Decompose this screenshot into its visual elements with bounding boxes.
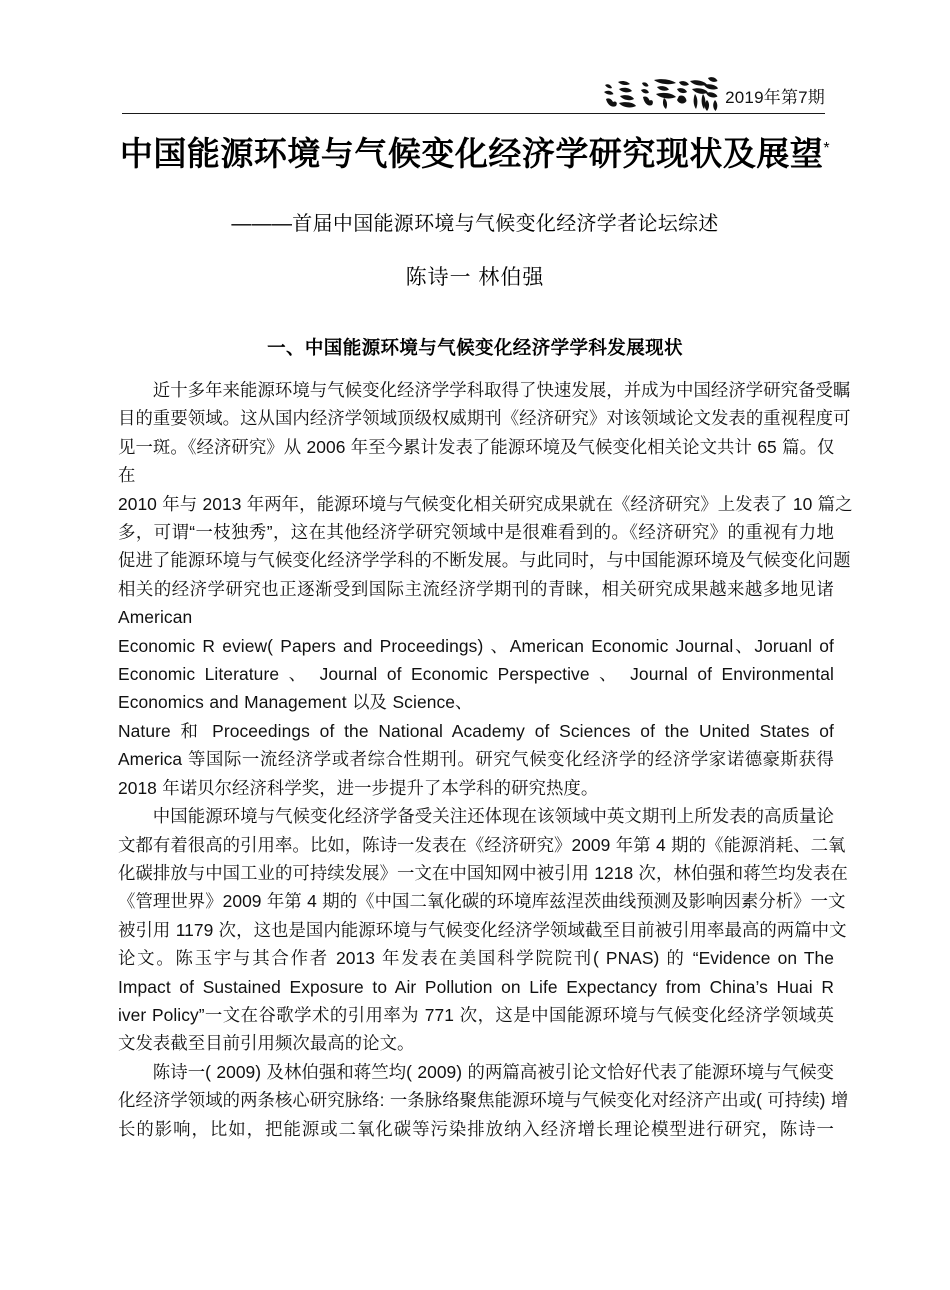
text-line: 《管理世界》2009 年第 4 期的《中国二氧化碳的环境库兹涅茨曲线预测及影响因素分析》一文	[118, 891, 846, 912]
paragraph-1	[118, 376, 853, 802]
text-line: 中国能源环境与气候变化经济学备受关注还体现在该领域中英文期刊上所发表的高质量论	[152, 806, 834, 827]
page-subtitle: ———首届中国能源环境与气候变化经济学者论坛综述	[231, 213, 719, 235]
text-line: 化经济学领域的两条核心研究脉络: 一条脉络聚焦能源环境与气候变化对经济产出或( 可持续) 增	[118, 1090, 849, 1111]
text-line: America 等国际一流经济学或者综合性期刊。研究气候变化经济学的经济学家诺德豪斯获得	[118, 749, 834, 770]
text-line: 目的重要领域。这从国内经济学领域顶级权威期刊《经济研究》对该领域论文发表的重视程度可	[118, 408, 851, 429]
text-line: 多，可谓“一枝独秀”，这在其他经济学研究领域中是很难看到的。《经济研究》的重视有力地	[118, 522, 834, 543]
text-line: 2018 年诺贝尔经济科学奖，进一步提升了本学科的研究热度。	[118, 777, 599, 798]
body-content	[118, 376, 853, 1143]
text-line: American	[118, 607, 193, 628]
author-list: 陈诗一 林伯强	[405, 266, 545, 289]
title-footnote-marker: *	[823, 140, 831, 157]
text-line: 促进了能源环境与气候变化经济学学科的不断发展。与此同时，与中国能源环境及气候变化问题	[118, 550, 851, 571]
page-header	[122, 62, 825, 114]
text-line: 近十多年来能源环境与气候变化经济学学科取得了快速发展，并成为中国经济学研究备受瞩	[152, 380, 851, 400]
text-line: 陈诗一( 2009) 及林伯强和蒋竺均( 2009) 的两篇高被引论文恰好代表了能源环境与气候变	[152, 1061, 834, 1082]
text-line: 化碳排放与中国工业的可持续发展》一文在中国知网中被引用 1218 次，林伯强和蒋竺均发表在	[118, 862, 848, 883]
text-line: 论文。陈玉宇与其合作者 2013 年发表在美国科学院院刊( PNAS) 的 “Evidence on The	[118, 948, 834, 969]
page-title	[0, 128, 950, 175]
text-line: 被引用 1179 次，这也是国内能源环境与气候变化经济学领域截至目前被引用率最高的两篇中文	[118, 919, 847, 940]
issue-label: 2019年第7期	[725, 88, 825, 107]
section-heading-1: 一、中国能源环境与气候变化经济学学科发展现状	[267, 337, 683, 358]
text-line: 相关的经济学研究也正逐渐受到国际主流经济学期刊的青睐，相关研究成果越来越多地见诸	[118, 578, 834, 599]
text-line: 在	[118, 465, 136, 486]
text-line: 文都有着很高的引用率。比如，陈诗一发表在《经济研究》2009 年第 4 期的《能源消耗、二氧	[118, 834, 846, 855]
journal-logo-icon	[601, 73, 719, 113]
page-title-text: 中国能源环境与气候变化经济学研究现状及展望	[119, 135, 824, 172]
text-line: iver Policy”一文在谷歌学术的引用率为 771 次，这是中国能源环境与气候变化经济学领域英	[118, 1004, 834, 1025]
text-line: Economic Literature 、 Journal of Economic Perspective 、 Journal of Environmental	[118, 664, 834, 685]
paragraph-2	[118, 802, 848, 1058]
text-line: Economic R eview( Papers and Proceedings) 、American Economic Journal、Joruanl of	[118, 635, 834, 656]
text-line: 见一斑。《经济研究》从 2006 年至今累计发表了能源环境及气候变化相关论文共计 65 篇。仅	[118, 436, 835, 457]
text-line: 2010 年与 2013 年两年，能源环境与气候变化相关研究成果就在《经济研究》上发表了 10 篇之	[118, 493, 853, 514]
paragraph-3	[118, 1058, 849, 1143]
text-line: 长的影响，比如，把能源或二氧化碳等污染排放纳入经济增长理论模型进行研究，陈诗一	[118, 1118, 834, 1139]
text-line: Economics and Management 以及 Science、	[118, 692, 473, 713]
text-line: 文发表截至目前引用频次最高的论文。	[118, 1033, 415, 1054]
text-line: Impact of Sustained Exposure to Air Pollution on Life Expectancy from China’s Huai R	[118, 976, 834, 997]
text-line: Nature 和 Proceedings of the National Academy of Sciences of the United States of	[118, 720, 834, 741]
